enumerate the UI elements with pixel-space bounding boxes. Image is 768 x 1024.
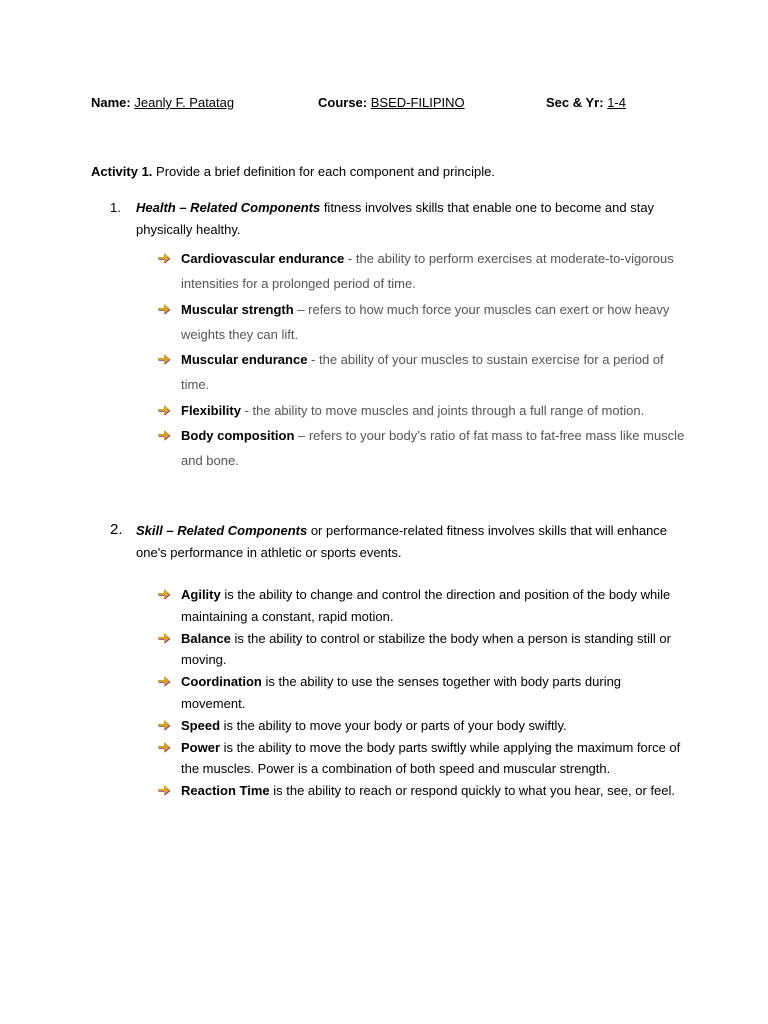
component-definition: is the ability to move the body parts swiftly while applying the maximum force of the muscles. Power is a combination of both speed and muscular strength. xyxy=(181,739,681,777)
arrow-bullet-icon xyxy=(157,353,171,365)
section-1-intro: fitness involves skills that enable one to become and stay physically healthy. xyxy=(136,200,655,237)
component-definition: - the ability to move muscles and joints through a full range of motion. xyxy=(240,402,645,418)
section-year-field xyxy=(546,95,626,111)
component-term: Balance xyxy=(181,630,231,646)
section-year-label: Sec & Yr: xyxy=(546,95,604,110)
component-term: Coordination xyxy=(181,674,262,690)
arrow-bullet-icon xyxy=(157,719,171,731)
section-1-number: 1. xyxy=(110,200,121,215)
component-definition: – refers to your body’s ratio of fat mass to fat-free mass like muscle and bone. xyxy=(181,428,685,469)
component-definition: - the ability to perform exercises at moderate-to-vigorous intensities for a prolonged period of time. xyxy=(181,251,674,292)
activity-label: Activity 1. xyxy=(91,164,153,179)
component-definition: is the ability to use the senses together with body parts during movement. xyxy=(181,674,622,711)
arrow-bullet-icon xyxy=(157,588,171,600)
skill-components-list xyxy=(156,584,686,802)
skill-component-item xyxy=(156,671,686,715)
name-value: Jeanly F. Patatag xyxy=(134,95,235,110)
component-definition: - the ability of your muscles to sustain exercise for a period of time. xyxy=(181,352,664,393)
course-field xyxy=(318,95,465,111)
section-2-number: 2. xyxy=(110,521,123,538)
component-term: Reaction Time xyxy=(181,783,270,799)
name-label: Name: xyxy=(91,95,131,110)
component-term: Muscular strength xyxy=(181,301,294,317)
component-definition: is the ability to control or stabilize the body when a person is standing still or moving. xyxy=(181,630,671,668)
name-field xyxy=(91,95,234,111)
skill-component-item xyxy=(156,737,686,781)
course-value: BSED-FILIPINO xyxy=(370,95,465,110)
component-term: Muscular endurance xyxy=(181,352,308,368)
activity-instruction xyxy=(91,164,495,180)
component-term: Cardiovascular endurance xyxy=(181,251,345,266)
arrow-bullet-icon xyxy=(157,675,171,687)
component-definition: – refers to how much force your muscles can exert or how heavy weights they can lift. xyxy=(181,301,670,342)
arrow-bullet-icon xyxy=(157,784,171,796)
component-term: Flexibility xyxy=(181,402,241,418)
health-component-item xyxy=(156,246,686,297)
component-definition: is the ability to change and control the direction and position of the body while maintaining a constant, rapid motion. xyxy=(181,587,671,624)
skill-component-item xyxy=(156,584,686,628)
health-component-item xyxy=(156,423,686,474)
component-term: Body composition xyxy=(181,428,295,444)
arrow-bullet-icon xyxy=(157,741,171,753)
section-1-title: Health – Related Components xyxy=(136,200,321,215)
health-component-item xyxy=(156,347,686,398)
activity-text: Provide a brief definition for each component and principle. xyxy=(152,164,495,179)
arrow-bullet-icon xyxy=(157,632,171,644)
section-2-title: Skill – Related Components xyxy=(136,523,308,538)
component-definition: is the ability to move your body or parts of your body swiftly. xyxy=(220,717,567,733)
arrow-bullet-icon xyxy=(157,303,171,315)
health-component-item xyxy=(156,398,686,423)
skill-component-item xyxy=(156,780,686,802)
health-component-item xyxy=(156,297,686,348)
component-term: Power xyxy=(181,739,221,755)
section-1-heading xyxy=(110,197,690,241)
section-year-value: 1-4 xyxy=(607,95,626,110)
section-2-heading xyxy=(110,520,690,564)
component-definition: is the ability to reach or respond quickly to what you hear, see, or feel. xyxy=(269,783,676,799)
skill-component-item xyxy=(156,715,686,737)
component-term: Speed xyxy=(181,717,221,733)
arrow-bullet-icon xyxy=(157,252,171,264)
health-components-list xyxy=(156,246,686,474)
component-term: Agility xyxy=(181,587,221,602)
arrow-bullet-icon xyxy=(157,404,171,416)
skill-component-item xyxy=(156,628,686,672)
course-label: Course: xyxy=(318,95,368,110)
arrow-bullet-icon xyxy=(157,429,171,441)
section-2-intro: or performance-related fitness involves skills that will enhance one's performance in athletic or sports events. xyxy=(136,523,668,560)
